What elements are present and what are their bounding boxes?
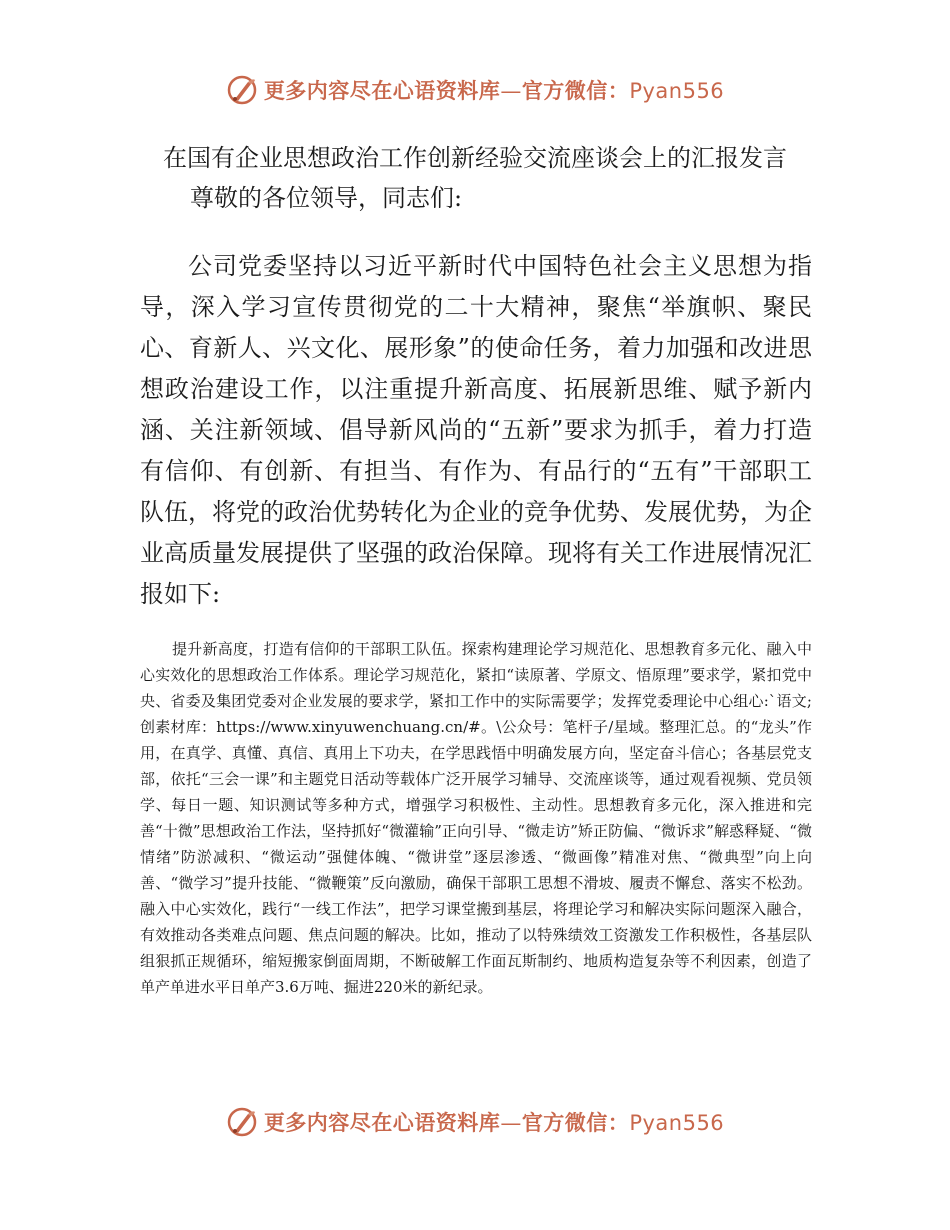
logo-quill-icon <box>226 1106 258 1138</box>
banner-wechat-id: Pyan556 <box>629 79 725 103</box>
banner-main-text: 更多内容尽在心语资料库 <box>263 79 501 103</box>
banner-dash: — <box>500 1111 522 1135</box>
banner-text <box>264 1107 724 1137</box>
banner-dash: — <box>500 79 522 103</box>
banner-text <box>264 75 724 105</box>
document-title: 在国有企业思想政治工作创新经验交流座谈会上的汇报发言 <box>163 144 787 172</box>
footer-banner <box>0 1102 950 1142</box>
banner-wechat-label: 官方微信： <box>521 79 630 103</box>
salutation: 尊敬的各位领导，同志们: <box>190 184 463 212</box>
banner-main-text: 更多内容尽在心语资料库 <box>263 1111 501 1135</box>
banner-wechat-id: Pyan556 <box>629 1111 725 1135</box>
header-banner <box>0 70 950 110</box>
intro-paragraph: 公司党委坚持以习近平新时代中国特色社会主义思想为指导，深入学习宣传贯彻党的二十大精神，聚焦“举旗帜、聚民心、育新人、兴文化、展形象”的使命任务，着力加强和改进思想政治建设工作，以注重提升新高度、拓展新思维、赋予新内涵、关注新领域、倡导新风尚的“五新”要求为抓手，着力打造有信仰、有创新、有担当、有作为、有品行的“五有”干部职工队伍，将党的政治优势转化为企业的竞争优势、发展优势，为企业高质量发展提供了坚强的政治保障。现将有关工作进展情况汇报如下: <box>140 252 812 608</box>
banner-wechat-label: 官方微信： <box>521 1111 630 1135</box>
section-1-paragraph: 提升新高度，打造有信仰的干部职工队伍。探索构建理论学习规范化、思想教育多元化、融入中心实效化的思想政治工作体系。理论学习规范化，紧扣“读原著、学原文、悟原理”要求学，紧扣党中央、省委及集团党委对企业发展的要求学，紧扣工作中的实际需要学；发挥党委理论中心组心:`语文;创素材库：https://www.xinyuwenchuang.cn/#。\公众号：笔杆子/星域。整理汇总。的“龙头”作用，在真学、真懂、真信、真用上下功夫，在学思践悟中明确发展方向，坚定奋斗信心；各基层党支部，依托“三会一课”和主题党日活动等载体广泛开展学习辅导、交流座谈等，通过观看视频、党员领学、每日一题、知识测试等多种方式，增强学习积极性、主动性。思想教育多元化，深入推进和完善“十微”思想政治工作法，坚持抓好“微灌输”正向引导、“微走访”矫正防偏、“微诉求”解惑释疑、“微情绪”防淤减积、“微运动”强健体魄、“微讲堂”逐层渗透、“微画像”精准对焦、“微典型”向上向善、“微学习”提升技能、“微鞭策”反向激励，确保干部职工思想不滑坡、履责不懈怠、落实不松劲。融入中心实效化，践行“一线工作法”，把学习课堂搬到基层，将理论学习和解决实际问题深入融合，有效推动各类难点问题、焦点问题的解决。比如，推动了以特殊绩效工资激发工作积极性，各基层队组狠抓正规循环，缩短搬家倒面周期，不断破解工作面瓦斯制约、地质构造复杂等不利因素，创造了单产单进水平日单产3.6万吨、掘进220米的新纪录。 <box>140 640 812 996</box>
logo-quill-icon <box>226 74 258 106</box>
